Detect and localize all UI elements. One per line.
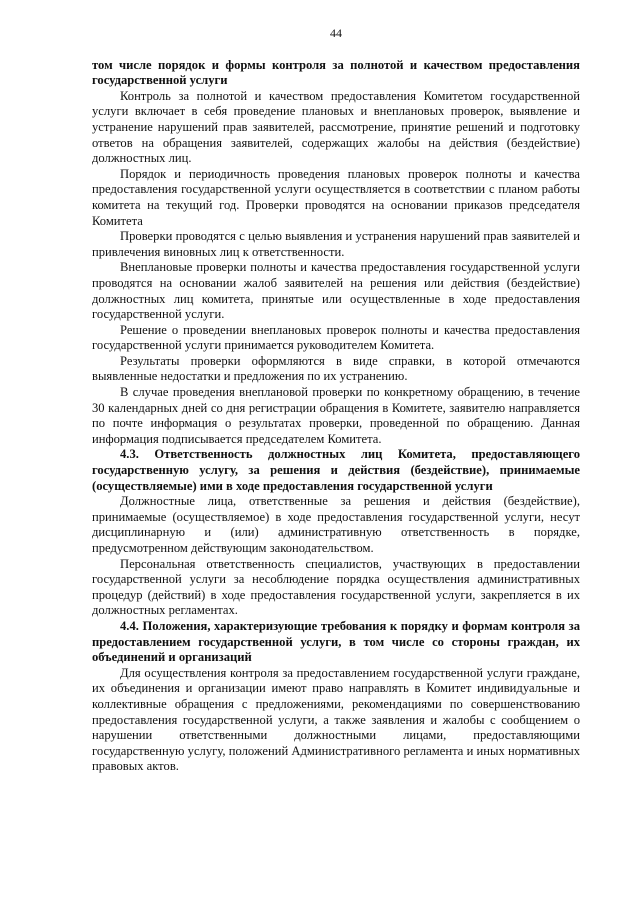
paragraph: Решение о проведении внеплановых проверок полноты и качества предоставления государственной услуги принимается руководителем Комитета. [92, 322, 580, 353]
paragraph: Результаты проверки оформляются в виде справки, в которой отмечаются выявленные недостатки и предложения по их устранению. [92, 353, 580, 384]
section-heading-4-3: 4.3. Ответственность должностных лиц Комитета, предоставляющего государственную услугу, за решения и действия (бездействие), принимаемые (осуществляемые) ими в ходе предоставления государственной услуги [92, 447, 580, 493]
paragraph: Для осуществления контроля за предоставлением государственной услуги граждане, их объединения и организации имеют право направлять в Комитет индивидуальные и коллективные обращения с предложениями, рекомендациями по совершенствованию предоставления государственной услуги, а также заявления и жалобы с сообщением о нарушении ответственными должностными лицами, предоставляющими государственную услугу, положений Административного регламента и иных нормативных правовых актов. [92, 665, 580, 774]
paragraph: В случае проведения внеплановой проверки по конкретному обращению, в течение 30 календарных дней со дня регистрации обращения в Комитете, заявителю направляется по почте информация о результатах проверки, проведенной по обращению. Данная информация подписывается председателем Комитета. [92, 385, 580, 446]
paragraph: Внеплановые проверки полноты и качества предоставления государственной услуги проводятся на основании жалоб заявителей на решения или действия (бездействие) должностных лиц комитета, принятые или осуществленные в ходе предоставления государственной услуги. [92, 260, 580, 322]
paragraph: Персональная ответственность специалистов, участвующих в предоставлении государственной услуги за несоблюдение порядка осуществления административных процедур (действий) в ходе предоставления государственной услуги, закрепляется в их должностных регламентах. [92, 556, 580, 618]
paragraph: Проверки проводятся с целью выявления и устранения нарушений прав заявителей и привлечения виновных лиц к ответственности. [92, 229, 580, 259]
paragraph: Порядок и периодичность проведения плановых проверок полноты и качества предоставления государственной услуги осуществляется в соответствии с планом работы комитета на текущий год. Проверки проводятся на основании приказов председателя Комитета [92, 166, 580, 228]
heading-continuation: том числе порядок и формы контроля за полнотой и качеством предоставления государственной услуги [92, 57, 580, 88]
paragraph: Должностные лица, ответственные за решения и действия (бездействие), принимаемые (осуществляемое) в ходе предоставления государственной услуги, несут дисциплинарную и (или) административную ответственность в порядке, предусмотренном действующим законодательством. [92, 494, 580, 555]
document-page [92, 26, 580, 775]
page-number: 44 [330, 26, 342, 40]
section-heading-4-4: 4.4. Положения, характеризующие требования к порядку и формам контроля за предоставлением государственной услуги, в том числе со стороны граждан, их объединений и организаций [92, 618, 580, 665]
paragraph: Контроль за полнотой и качеством предоставления Комитетом государственной услуги включает в себя проведение плановых и внеплановых проверок, выявление и устранение нарушений прав заявителей, рассмотрение, принятие решений и подготовку ответов на обращения заявителей, содержащих жалобы на действия (бездействие) должностных лиц. [92, 88, 580, 166]
